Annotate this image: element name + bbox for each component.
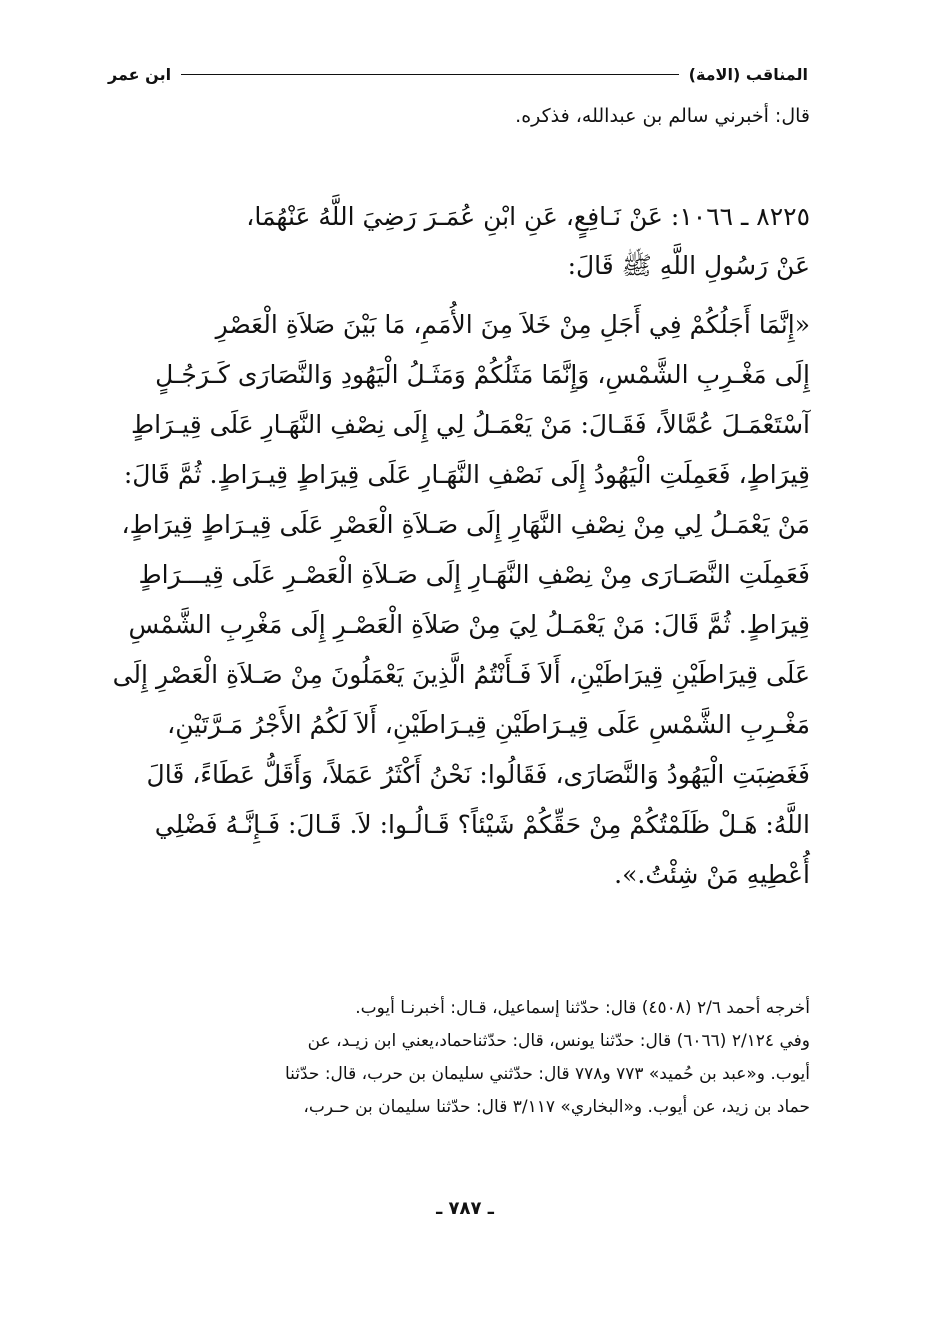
hadith-text: «إِنَّمَا أَجَلُكُمْ فِي أَجَلِ مِنْ خَلاَ مِنَ الأُمَمِ، مَا بَيْنَ صَلاَةِ الْعَصْرِ إِلَى مَغْـرِبِ الشَّمْسِ، وَإِنَّمَا مَثَلُكُمْ وَمَثَـلُ الْيَهُودِ وَالنَّصَارَى كَـرَجُـلٍ آسْتَعْمَـلَ عُمَّالاً، فَقَـالَ: مَنْ يَعْمَـلُ لِي إِلَى نِصْفِ النَّهَـارِ عَلَى قِيـرَاطٍ قِيرَاطٍ، فَعَمِلَتِ الْيَهُودُ إِلَى نَصْفِ النَّهَـارِ عَلَى قِيرَاطٍ قِيـرَاطٍ. ثُمَّ قَالَ: مَنْ يَعْمَـلُ لِي مِنْ نِصْفِ النَّهَارِ إِلَى صَـلاَةِ الْعَصْرِ عَلَى قِيـرَاطٍ قِيرَاطٍ، فَعَمِلَتِ النَّصَـارَى مِنْ نِصْفِ النَّهَـارِ إِلَى صَـلاَةِ الْعَصْـرِ عَلَى قِيـــرَاطٍ قِيرَاطٍ. ثُمَّ قَالَ: مَنْ يَعْمَـلُ لِيَ مِنْ صَلاَةِ الْعَصْـرِ إِلَى مَغْرِبِ الشَّمْسِ عَلَى قِيرَاطَيْنِ قِيرَاطَيْنِ، أَلاَ فَـأَنْتُمُ الَّذِينَ يَعْمَلُونَ مِنْ صَـلاَةِ الْعَصْرِ إِلَى مَغْـرِبِ الشَّمْسِ عَلَى قِيـرَاطَيْنِ قِيـرَاطَيْنِ، أَلاَ لَكُمُ الأَجْرُ مَـرَّتَيْنِ، فَغَضِبَتِ الْيَهُودُ وَالنَّصَارَى، فَقَالُوا: نَحْنُ أَكْثَرُ عَمَلاً، وَأَقَلُّ عَطَاءً، قَالَ اللَّهُ: هَـلْ ظَلَمْتُكُمْ مِنْ حَقِّكُمْ شَيْئاً؟ قَـالُـوا: لاَ. قَـالَ: فَـإِنَّـهُ فَضْلِي أُعْطِيهِ مَنْ شِئْتُ.».: [112, 310, 810, 889]
page-number: ـ ٧٨٧ ـ: [436, 1198, 494, 1219]
header-section-title: ابن عمر: [108, 64, 172, 84]
header-book-title: المناقب (الامة): [688, 64, 808, 84]
footnote: أخرجه أحمد ٢/٦ (٤٥٠٨) قال: حدّثنا إسماعيل، قـال: أخبرنـا أيوب. وفي ٢/١٢٤ (٦٠٦٦) قال: حدّثنا يونس، قال: حدّثناحماد،يعني ابن زيـد، عن أيوب. و«عبد بن حُميد» ٧٧٣ و٧٧٨ قال: حدّثني سليمان بن حرب، قال: حدّثنا حماد بن زيد، عن أيوب. و«البخاري» ٣/١١٧ قال: حدّثنا سليمان بن حـرب،: [284, 998, 810, 1117]
hadith-heading: ٨٢٢٥ ـ ١٠٦٦: عَنْ نَـافِعٍ، عَنِ ابْنِ عُمَـرَ رَضِيَ اللَّهُ عَنْهُمَا، عَنْ رَسُولِ اللَّهِ ﷺ قَالَ:: [246, 202, 810, 280]
intro-line: قال: أخبرني سالم بن عبدالله، فذكره.: [515, 105, 810, 127]
header-rule: [181, 74, 679, 75]
running-header: [108, 62, 808, 86]
